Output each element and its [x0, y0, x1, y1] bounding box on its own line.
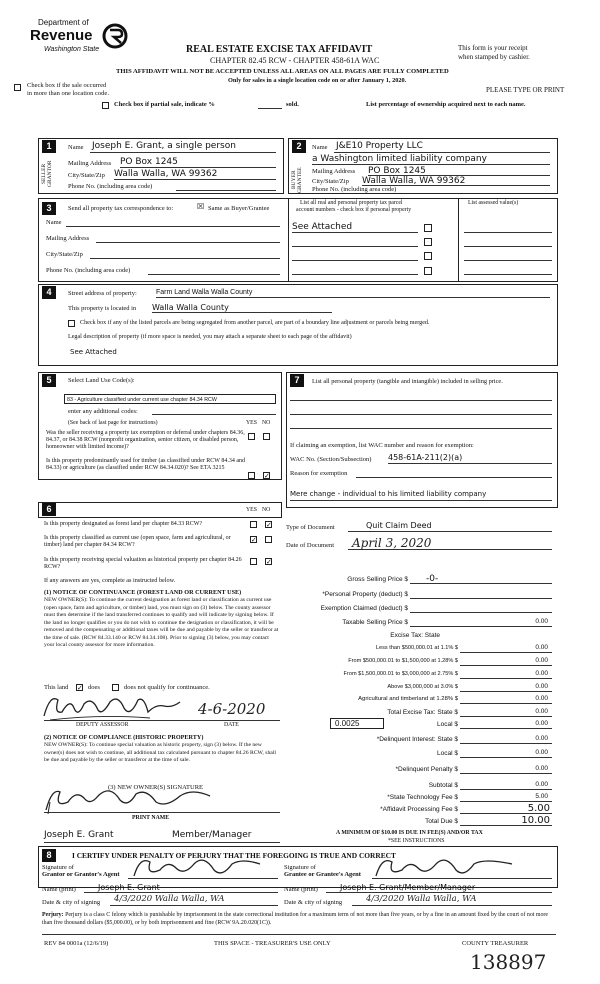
section-2-number: 2 — [292, 140, 306, 153]
s3-parcel-check-1[interactable] — [424, 224, 432, 232]
s3-parcel-field-3[interactable] — [292, 260, 418, 261]
new-owner-signature-icon — [40, 782, 240, 816]
s5-land-use-select[interactable] — [64, 394, 276, 404]
s7-personal-field-1[interactable] — [290, 400, 552, 401]
s1-mailing-field[interactable] — [120, 157, 276, 168]
s5-q1-yes[interactable] — [248, 433, 255, 440]
s6-q1-no[interactable]: ✓ — [266, 521, 272, 529]
s6-title-value: Member/Manager — [172, 830, 252, 840]
s3-assessed-field-1[interactable] — [464, 232, 552, 233]
total-state-value: 0.00 — [535, 708, 548, 715]
partial-sale-line[interactable] — [258, 108, 282, 109]
s5-yes-head: YES — [246, 420, 257, 426]
total-due-field[interactable] — [460, 815, 552, 826]
s1-name-field[interactable] — [90, 141, 276, 153]
grantor-date-city-label: Date & city of signing — [42, 899, 101, 906]
s5-q2: Is this property predominantly used for timber (as classified under RCW 84.34 and 84.33) or agriculture (as classified under RCW 84.34.020)? See ETA 3215 — [46, 458, 246, 471]
delinq-local-label: Local $ — [437, 750, 458, 757]
s2-mailing-label: Mailing Address — [312, 168, 356, 175]
s6-no-head: NO — [262, 507, 271, 513]
section-6-number: 6 — [42, 503, 56, 516]
s2-city-label: City/State/Zip — [312, 178, 349, 185]
s4-legal-value: See Attached — [70, 348, 117, 356]
grantee-date-city-label: Date & city of signing — [284, 899, 343, 906]
s4-street-label: Street address of property: — [68, 290, 137, 297]
warning-text: THIS AFFIDAVIT WILL NOT BE ACCEPTED UNLESS ALL AREAS ON ALL PAGES ARE FULLY COMPLETED — [116, 68, 449, 75]
s7-reason-value: Mere change - individual to his limited liability company — [290, 490, 487, 498]
personal-field[interactable] — [410, 598, 552, 599]
affidavit-field[interactable] — [460, 803, 552, 814]
s1-mailing-label: Mailing Address — [68, 160, 112, 167]
s2-name-label: Name — [312, 144, 328, 151]
s3-mailing-label: Mailing Address — [46, 235, 90, 242]
section-7-number: 7 — [290, 374, 304, 387]
perjury-text: Perjury is a class C felony which is punishable by imprisonment in the state correctional institution for a maximum term of not more than five years, or by a fine in an amount fixed by the court of not more than five thousand dollars ($5,000.00), or by both imprisonment and fine (RCW 9A.20.020(1C)). — [42, 912, 548, 926]
grantee-name-print-value: Joseph E. Grant/Member/Manager — [340, 883, 476, 892]
tier4-value: 0.00 — [535, 683, 548, 690]
sig-grantee-label-1: Signature of — [284, 864, 316, 871]
form-title: REAL ESTATE EXCISE TAX AFFIDAVIT — [186, 44, 373, 55]
tier3-value: 0.00 — [535, 670, 548, 677]
grantee-name-print-label: Name (print) — [284, 886, 318, 893]
rev-code: REV 84 0001a (12/6/19) — [44, 940, 109, 947]
s7-personal-field-3[interactable] — [290, 428, 552, 429]
s4-legal-label: Legal description of property (if more space is needed, you may attach a separate sheet to each page of the affidavit) — [68, 334, 352, 340]
gross-field[interactable] — [410, 574, 552, 584]
s7-wac-value: 458-61A-211(2)(a) — [388, 453, 463, 462]
local-label: Local $ — [437, 721, 458, 728]
footer-divider — [42, 934, 556, 935]
s1-city-value: Walla Walla, WA 99362 — [114, 169, 218, 179]
s6-does-not-label: does not qualify for continuance. — [124, 684, 210, 691]
tier3-field[interactable] — [460, 669, 552, 679]
assessor-date: 4-6-2020 — [198, 700, 266, 718]
grantor-date-city-value: 4/3/2020 Walla Walla, WA — [114, 894, 225, 904]
s4-street-field[interactable] — [156, 288, 550, 298]
s3-assessed-head: List assessed value(s) — [468, 200, 519, 206]
local-rate-value: 0.0025 — [335, 719, 360, 728]
delinq-pen-value: 0.00 — [535, 765, 548, 772]
s5-q1-no[interactable] — [263, 433, 270, 440]
treasurer-space: THIS SPACE - TREASURER'S USE ONLY — [214, 940, 331, 947]
sig-grantor-line[interactable] — [128, 878, 278, 879]
s3-city-label: City/State/Zip — [46, 251, 83, 258]
s6-notice2-body: NEW OWNER(S): To continue special valuation as historic property, sign (3) below. If the new owner(s) does not wish to continue, all additional tax calculated pursuant to chapter 84.26 RCW, shall be due and payable by the seller or transferor at the time of sale. — [44, 742, 276, 763]
s1-phone-field[interactable] — [176, 190, 276, 191]
s2-mailing-value: PO Box 1245 — [368, 166, 426, 176]
s3-parcel-check-3[interactable] — [424, 252, 432, 260]
section-4-number: 4 — [42, 286, 56, 299]
s6-new-owner-line — [44, 812, 280, 813]
s2-side-label: BUYER GRANTEE — [291, 167, 303, 193]
delinq-pen-field[interactable] — [460, 764, 552, 774]
multi-location-label-2: in more than one location code. — [27, 90, 109, 97]
tier1-label: Less than $500,000.01 at 1.1% $ — [375, 645, 458, 651]
receipt-note-1: This form is your receipt — [458, 44, 528, 52]
stamp-number: 138897 — [470, 950, 547, 974]
s1-phone-label: Phone No. (including area code) — [68, 183, 153, 190]
s3-same-checkbox[interactable]: ☒ — [197, 202, 205, 211]
dept-line1: Department of — [38, 18, 89, 27]
gross-value: -0- — [426, 574, 439, 584]
partial-sale-sold: sold. — [286, 101, 299, 108]
s7-personal-field-2[interactable] — [290, 414, 552, 415]
s1-city-label: City/State/Zip — [68, 172, 105, 179]
s3-name-field[interactable] — [66, 226, 280, 227]
s1-name-label: Name — [68, 144, 84, 151]
s6-q1: Is this property designated as forest land per chapter 84.33 RCW? — [44, 521, 203, 527]
doc-date-field[interactable] — [348, 536, 552, 550]
s5-land-use-value: 83 - Agriculture classified under current use chapter 84.34 RCW — [67, 397, 217, 403]
exemption-label: Exemption Claimed (deduct) $ — [320, 605, 408, 612]
s2-name-field[interactable] — [334, 141, 550, 153]
s3-phone-label: Phone No. (including area code) — [46, 267, 131, 274]
taxable-value: 0.00 — [535, 618, 548, 625]
section-3-number: 3 — [42, 202, 56, 215]
s5-q2-no[interactable]: ✓ — [264, 472, 270, 480]
s3-assessed-field-2[interactable] — [464, 246, 552, 247]
s6-new-owner-sig: (3) NEW OWNER(S) SIGNATURE — [108, 784, 204, 791]
minimum-note: A MINIMUM OF $10.00 IS DUE IN FEE(S) AND/OR TAX — [336, 830, 483, 836]
excise-state-label: Excise Tax: State — [390, 632, 440, 639]
s6-print-name-line — [44, 842, 280, 843]
s6-q3-no[interactable]: ✓ — [266, 558, 272, 566]
only-for-sales: Only for sales in a single location code on or after January 1, 2020. — [228, 77, 407, 84]
dor-logo — [30, 18, 130, 62]
s6-q3: Is this property receiving special valuation as historical property per chapter 84.26 RCW? — [44, 557, 242, 570]
total-due-label: Total Due $ — [425, 818, 458, 825]
s3-assessed-field-4[interactable] — [464, 274, 552, 275]
s6-if-yes: If any answers are yes, complete as instructed below. — [44, 577, 176, 584]
s6-yes-head: YES — [246, 507, 257, 513]
delinq-pen-label: *Delinquent Penalty $ — [395, 766, 458, 773]
s2-name-value: J&E10 Property LLC — [336, 141, 423, 151]
sig-grantor-label-1: Signature of — [42, 864, 74, 871]
tier2-value: 0.00 — [535, 657, 548, 664]
s6-notice1-body: NEW OWNER(S): To continue the current designation as forest land or classification as current use (open space, farm and agriculture, or timber) land, you must sign on (3) below. The county assessor must then determine if the land transferred continues to qualify and will indicate by signing below. If the land no longer qualifies or you do not wish to continue the designation or classification, it will be removed and the compensating or additional taxes will be due and payable by the seller or transferor at the time of sale. (RCW 84.33.140 or RCW 84.34.108). Prior to signing (3) below, you may contact your local county assessor for more information. — [44, 597, 279, 648]
local-rate-box[interactable] — [330, 718, 384, 729]
tier1-field[interactable] — [460, 643, 552, 653]
sig-grantor-label-2: Grantor or Grantor's Agent — [42, 871, 120, 878]
section-1-number: 1 — [42, 140, 56, 153]
s7-wac-field[interactable] — [388, 453, 552, 464]
grantor-name-print-field[interactable] — [84, 883, 278, 893]
tech-value: 5.00 — [535, 793, 548, 800]
subtotal-label: Subtotal $ — [428, 782, 458, 789]
s6-q1-yes[interactable] — [250, 521, 257, 528]
delinq-local-value: 0.00 — [535, 749, 548, 756]
s5-land-use-label: Select Land Use Code(s): — [68, 377, 135, 384]
section-7-box — [286, 372, 558, 508]
revenue-logo-icon — [102, 23, 128, 49]
certify-text: I CERTIFY UNDER PENALTY OF PERJURY THAT THE FOREGOING IS TRUE AND CORRECT — [72, 851, 396, 860]
form-subtitle: CHAPTER 82.45 RCW - CHAPTER 458-61A WAC — [210, 56, 380, 65]
s6-q3-yes[interactable] — [250, 558, 257, 565]
s5-additional-label: enter any additional codes: — [68, 408, 138, 415]
affidavit-label: *Affidavit Processing Fee $ — [380, 806, 458, 813]
s6-notice2-title: (2) NOTICE OF COMPLIANCE (HISTORIC PROPERTY) — [44, 734, 204, 741]
multi-location-label-1: Check box if the sale occurred — [27, 82, 107, 89]
section-5-number: 5 — [42, 374, 56, 387]
delinq-int-field[interactable] — [460, 734, 552, 744]
s2-name-value-2: a Washington limited liability company — [312, 154, 487, 164]
ag-value: 0.00 — [535, 695, 548, 702]
s7-wac-label: WAC No. (Section/Subsection) — [290, 456, 372, 463]
s2-name-field-2[interactable] — [312, 154, 550, 165]
local-value: 0.00 — [535, 720, 548, 727]
s7-exemption-label: If claiming an exemption, list WAC number and reason for exemption: — [290, 442, 474, 449]
section-8-number: 8 — [42, 849, 56, 862]
s3-parcel-field-4[interactable] — [292, 274, 418, 275]
dept-line2: Revenue — [30, 27, 93, 44]
taxable-label: Taxable Selling Price $ — [342, 619, 408, 626]
s3-assessed-field-3[interactable] — [464, 260, 552, 261]
s3-divider-2 — [458, 198, 459, 282]
s4-located-field[interactable] — [152, 303, 332, 313]
tier4-label: Above $3,000,000 at 3.0% $ — [387, 684, 458, 690]
s1-city-field[interactable] — [114, 169, 276, 180]
total-state-label: Total Excise Tax: State $ — [387, 709, 458, 716]
s2-city-field[interactable] — [362, 176, 550, 186]
s3-send-label: Send all property tax correspondence to: — [68, 205, 174, 212]
personal-label: *Personal Property (deduct) $ — [322, 591, 408, 598]
sig-grantee-line[interactable] — [372, 878, 552, 879]
s5-no-head: NO — [262, 420, 271, 426]
s5-see-back: (See back of last page for instructions) — [68, 420, 158, 426]
multi-location-checkbox[interactable] — [14, 84, 21, 91]
s6-deputy-label: DEPUTY ASSESSOR — [76, 722, 129, 728]
s6-does-checkbox[interactable]: ✓ — [77, 684, 83, 692]
grantor-name-print-value: Joseph E. Grant — [98, 883, 160, 892]
s4-segregated-label: Check box if any of the listed parcels are being segregated from another parcel, are part of a boundary line adjustment or parcels being merged. — [80, 320, 430, 326]
local-field[interactable] — [460, 719, 552, 729]
s6-notice1-title: (1) NOTICE OF CONTINUANCE (FOREST LAND OR CURRENT USE) — [44, 589, 242, 596]
tier4-field[interactable] — [460, 682, 552, 692]
doc-type-label: Type of Document — [286, 524, 335, 531]
grantor-date-city-field[interactable] — [110, 894, 278, 906]
doc-type-value: Quit Claim Deed — [366, 521, 432, 530]
s3-parcel-check-4[interactable] — [424, 267, 432, 275]
s3-phone-field[interactable] — [148, 274, 280, 275]
s4-street-value: Farm Land Walla Walla County — [156, 289, 253, 296]
s5-q2-yes[interactable] — [248, 472, 255, 479]
subtotal-field[interactable] — [460, 780, 552, 790]
perjury-label: Perjury: — [42, 912, 64, 918]
delinq-int-value: 0.00 — [535, 735, 548, 742]
see-instr: *SEE INSTRUCTIONS — [388, 838, 445, 844]
tier2-field[interactable] — [460, 656, 552, 666]
perjury-notice — [42, 912, 556, 927]
s6-print-name-label: PRINT NAME — [132, 815, 170, 821]
exemption-field[interactable] — [410, 612, 552, 613]
s3-divider — [288, 198, 289, 282]
affidavit-value: 5.00 — [527, 803, 550, 814]
grantee-name-print-field[interactable] — [326, 883, 552, 893]
receipt-note-2: when stamped by cashier. — [458, 53, 530, 61]
s7-reason-label: Reason for exemption — [290, 470, 348, 477]
s6-date-label: DATE — [224, 722, 239, 728]
sig-grantee-label-2: Grantee or Grantee's Agent — [284, 871, 361, 878]
s6-deputy-line — [44, 720, 280, 721]
s6-q2-no[interactable] — [265, 536, 272, 543]
grantee-date-city-value: 4/3/2020 Walla Walla, WA — [366, 894, 477, 904]
s6-q2-yes[interactable]: ✓ — [251, 536, 257, 544]
doc-type-field[interactable] — [348, 521, 552, 532]
gross-label: Gross Selling Price $ — [347, 576, 408, 583]
total-state-field[interactable] — [460, 707, 552, 717]
s6-this-land: This land — [44, 684, 69, 691]
doc-date-label: Date of Document — [286, 542, 335, 549]
s7-reason-field-1[interactable] — [356, 477, 552, 478]
doc-date-value: April 3, 2020 — [352, 536, 432, 550]
s3-name-label: Name — [46, 219, 62, 226]
s3-parcel-check-2[interactable] — [424, 238, 432, 246]
s7-personal-label: List all personal property (tangible and intangible) included in selling price. — [312, 378, 503, 385]
partial-sale-checkbox[interactable] — [102, 102, 109, 109]
s3-same-label: Same as Buyer/Grantee — [208, 205, 270, 212]
s3-parcel-value: See Attached — [292, 222, 353, 232]
s3-parcel-head-2: account numbers - check box if personal property — [296, 207, 412, 213]
tier2-label: From $500,000.01 to $1,500,000 at 1.28% $ — [348, 658, 458, 664]
grantee-date-city-field[interactable] — [352, 894, 552, 906]
s1-name-value: Joseph E. Grant, a single person — [92, 141, 236, 151]
tier1-value: 0.00 — [535, 644, 548, 651]
grantor-name-print-label: Name (print) — [42, 886, 76, 893]
s1-mailing-value: PO Box 1245 — [120, 157, 178, 167]
tech-field[interactable] — [460, 792, 552, 802]
s2-mailing-field[interactable] — [368, 166, 550, 176]
tech-label: *State Technology Fee $ — [387, 794, 458, 801]
s2-city-value: Walla Walla, WA 99362 — [362, 176, 466, 186]
s3-parcel-field-1[interactable] — [292, 222, 418, 233]
tier3-label: From $1,500,000.01 to $3,000,000 at 2.75% $ — [343, 671, 458, 677]
s6-q2: Is this property classified as current use (open space, farm and agricultural, or timber) land per chapter 84.34 RCW? — [44, 535, 231, 548]
s3-mailing-field[interactable] — [96, 242, 280, 243]
subtotal-value: 0.00 — [535, 781, 548, 788]
s3-city-field[interactable] — [90, 258, 280, 259]
total-due-value: 10.00 — [521, 815, 550, 826]
dept-line3: Washington State — [44, 46, 100, 53]
taxable-field[interactable] — [410, 617, 552, 627]
delinq-int-label: *Delinquent Interest: State $ — [376, 736, 458, 743]
s3-parcel-head-1: List all real and personal property tax parcel — [300, 200, 403, 206]
ag-field[interactable] — [460, 694, 552, 704]
please-type: PLEASE TYPE OR PRINT — [486, 86, 565, 94]
ag-label: Agricultural and timberland at 1.28% $ — [358, 696, 458, 702]
s4-located-value: Walla Walla County — [152, 303, 229, 312]
s6-print-name-value: Joseph E. Grant — [44, 830, 114, 840]
s5-q1: Was the seller receiving a property tax exemption or deferral under chapters 84.36, 84.37, or 84.38 RCW (nonprofit organization, senior citizen, or disabled person, homeowner with limited income)? — [46, 430, 245, 450]
delinq-local-field[interactable] — [460, 748, 552, 758]
partial-sale-label: Check box if partial sale, indicate % — [114, 101, 215, 108]
s4-located-label: This property is located in — [68, 305, 137, 312]
s7-reason-field-2[interactable] — [290, 490, 552, 501]
assessor-signature-icon — [40, 690, 190, 724]
s1-side-label: SELLER GRANTOR — [41, 160, 53, 188]
county-treasurer: COUNTY TREASURER — [462, 940, 529, 947]
s6-does-label: does — [88, 684, 100, 691]
s3-parcel-field-2[interactable] — [292, 246, 418, 247]
s2-phone-label: Phone No. (including area code) — [312, 186, 397, 193]
s5-additional-field[interactable] — [152, 414, 276, 415]
s4-segregated-checkbox[interactable] — [68, 320, 75, 327]
ownership-note: List percentage of ownership acquired next to each name. — [366, 101, 526, 108]
